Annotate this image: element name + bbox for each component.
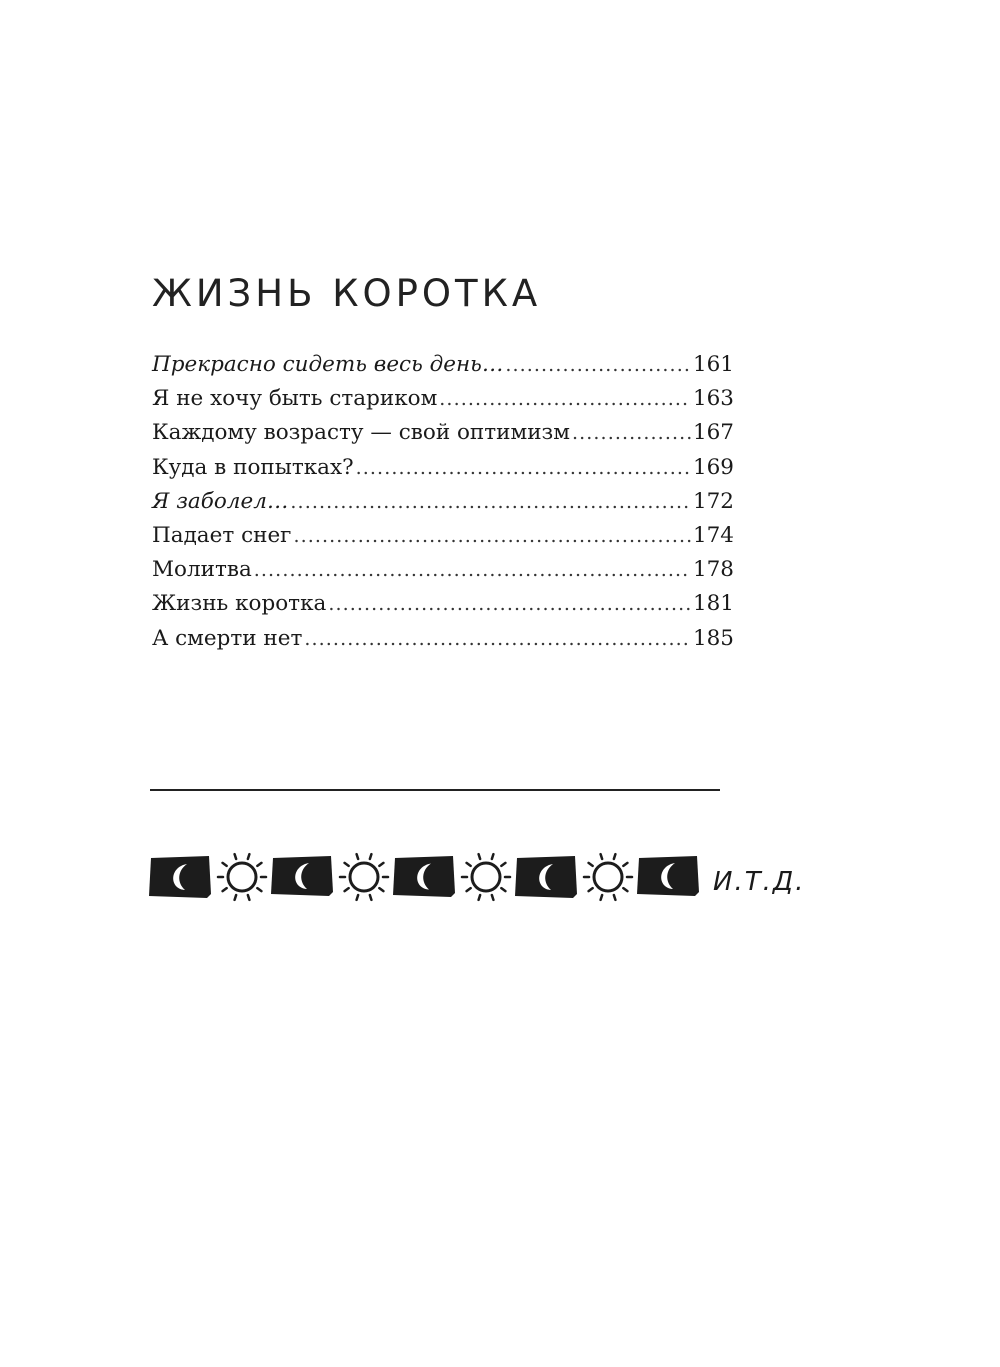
toc-entry-page: 178	[692, 557, 734, 583]
toc-entry[interactable]	[152, 523, 734, 557]
section-divider	[150, 789, 720, 791]
toc-entry-page: 169	[692, 454, 734, 480]
toc-entry-title: Каждому возрасту — свой оптимизм	[152, 420, 570, 446]
leader-dots	[304, 628, 691, 650]
moon-icon	[637, 856, 699, 896]
toc-entry-page: 172	[692, 488, 734, 514]
sun-icon	[462, 854, 510, 900]
leader-dots	[328, 593, 691, 615]
toc-entry[interactable]	[152, 386, 734, 420]
moon-icon	[271, 856, 333, 896]
table-of-contents	[152, 352, 734, 660]
toc-entry-title: Жизнь коротка	[152, 591, 327, 617]
leader-dots	[505, 354, 691, 376]
toc-entry-page: 174	[692, 522, 734, 548]
moon-icon	[149, 856, 211, 898]
toc-entry[interactable]	[152, 591, 734, 625]
sun-icon	[584, 854, 632, 900]
toc-entry-title: Падает снег	[152, 522, 292, 548]
leader-dots	[254, 559, 691, 581]
toc-entry-title: Куда в попытках?	[152, 454, 354, 480]
toc-entry[interactable]	[152, 352, 734, 386]
leader-dots	[439, 388, 691, 410]
day-night-ornament	[145, 840, 825, 920]
ornament-caption: И.Т.Д.	[713, 867, 806, 897]
leader-dots	[356, 457, 691, 479]
toc-entry-page: 181	[692, 591, 734, 617]
toc-entry-page: 185	[692, 625, 734, 651]
toc-entry[interactable]	[152, 489, 734, 523]
leader-dots	[572, 422, 691, 444]
toc-entry-title: Я заболел…	[152, 488, 289, 514]
toc-entry[interactable]	[152, 420, 734, 454]
toc-entry[interactable]	[152, 626, 734, 660]
toc-entry-page: 167	[692, 420, 734, 446]
toc-entry-title: А смерти нет	[152, 625, 303, 651]
leader-dots	[293, 525, 691, 547]
toc-entry-title: Прекрасно сидеть весь день…	[152, 352, 504, 377]
sun-icon	[340, 854, 388, 900]
toc-entry-page: 163	[692, 386, 734, 412]
toc-entry[interactable]	[152, 557, 734, 591]
section-title: ЖИЗНЬ КОРОТКА	[152, 272, 542, 315]
toc-entry-title: Я не хочу быть стариком	[152, 386, 438, 412]
toc-entry-title: Молитва	[152, 557, 252, 583]
leader-dots	[290, 491, 691, 513]
toc-entry-page: 161	[692, 352, 734, 377]
moon-icon	[515, 856, 577, 898]
moon-icon	[393, 856, 455, 897]
toc-entry[interactable]	[152, 455, 734, 489]
sun-icon	[218, 854, 266, 900]
